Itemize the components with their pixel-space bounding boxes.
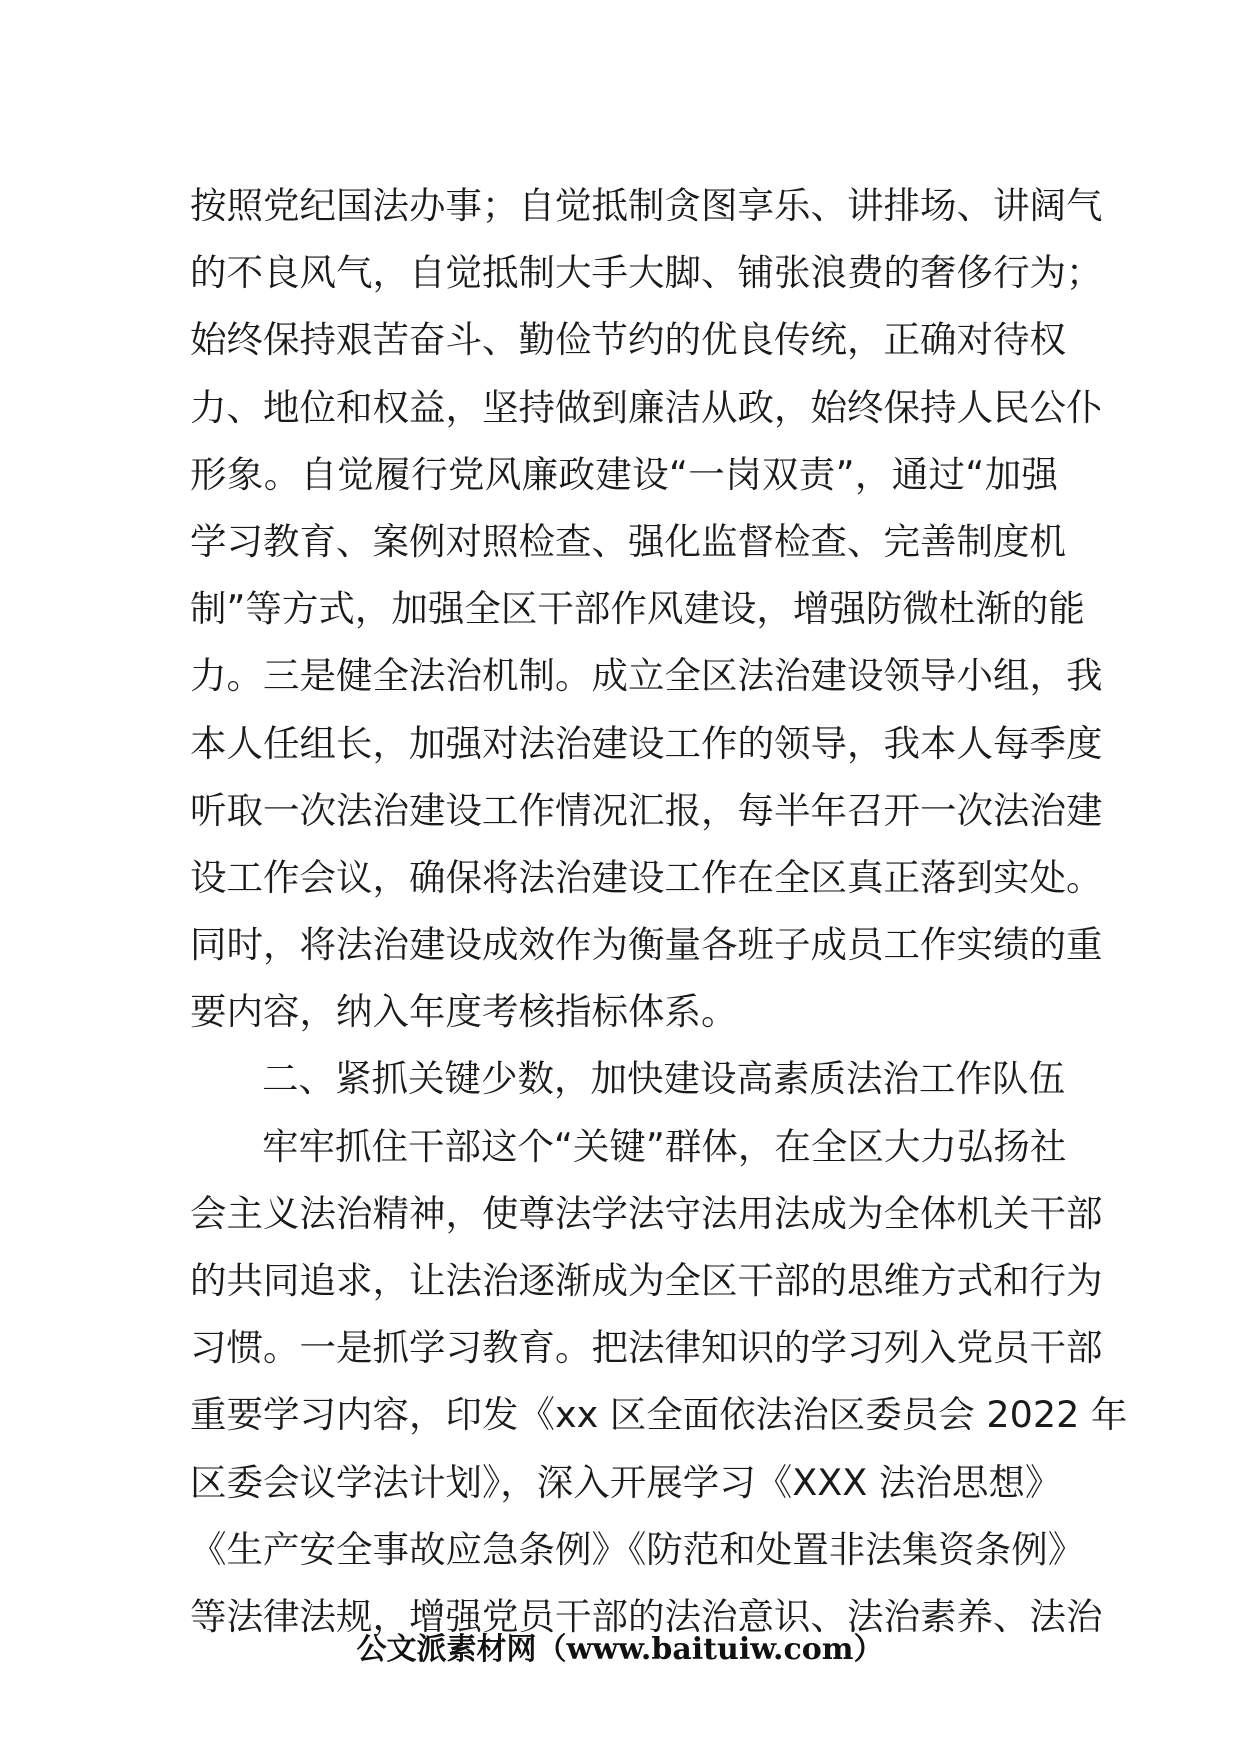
body-line: 同时，将法治建设成效作为衡量各班子成员工作实绩的重 — [190, 923, 1103, 967]
document-body — [190, 172, 1128, 1650]
body-line: 会主义法治精神，使尊法学法守法用法成为全体机关干部 — [190, 1191, 1103, 1235]
body-line: 按照党纪国法办事；自觉抵制贪图享乐、讲排场、讲阔气 — [190, 184, 1103, 227]
body-line: 的不良风气，自觉抵制大手大脚、铺张浪费的奢侈行为； — [190, 251, 1103, 295]
body-line: 的共同追求，让法治逐渐成为全区干部的思维方式和行为 — [190, 1259, 1103, 1302]
body-line: 形象。自觉履行党风廉政建设“一岗双责”，通过“加强 — [190, 452, 1058, 496]
body-line: 设工作会议，确保将法治建设工作在全区真正落到实处。 — [190, 855, 1103, 899]
body-line: 力、地位和权益，坚持做到廉洁从政，始终保持人民公仆 — [190, 385, 1103, 429]
section-heading: 二、紧抓关键少数，加快建设高素质法治工作队伍 — [262, 1057, 1065, 1101]
body-line: 等法律法规，增强党员干部的法治意识、法治素养、法治 — [190, 1594, 1103, 1638]
body-line: 牢牢抓住干部这个“关键”群体，在全区大力弘扬社 — [262, 1124, 1067, 1168]
body-line: 听取一次法治建设工作情况汇报，每半年召开一次法治建 — [190, 788, 1103, 832]
body-line: 制”等方式，加强全区干部作风建设，增强防微杜渐的能 — [190, 587, 1085, 631]
body-line: 学习教育、案例对照检查、强化监督检查、完善制度机 — [190, 519, 1066, 563]
body-line: 《生产安全事故应急条例》《防范和处置非法集资条例》 — [190, 1527, 1085, 1571]
body-line: 习惯。一是抓学习教育。把法律知识的学习列入党员干部 — [190, 1326, 1103, 1370]
body-line: 区委会议学法计划》，深入开展学习《XXX 法治思想》 — [190, 1460, 1062, 1504]
body-line: 重要学习内容，印发《xx 区全面依法治区委员会 2022 年 — [190, 1393, 1128, 1437]
body-line: 力。三是健全法治机制。成立全区法治建设领导小组，我 — [190, 654, 1103, 698]
footer-watermark: 公文派素材网（www.baituiw.com） — [356, 1632, 884, 1667]
body-line: 要内容，纳入年度考核指标体系。 — [190, 990, 738, 1034]
body-line: 始终保持艰苦奋斗、勤俭节约的优良传统，正确对待权 — [190, 318, 1066, 362]
body-line: 本人任组长，加强对法治建设工作的领导，我本人每季度 — [190, 721, 1103, 765]
